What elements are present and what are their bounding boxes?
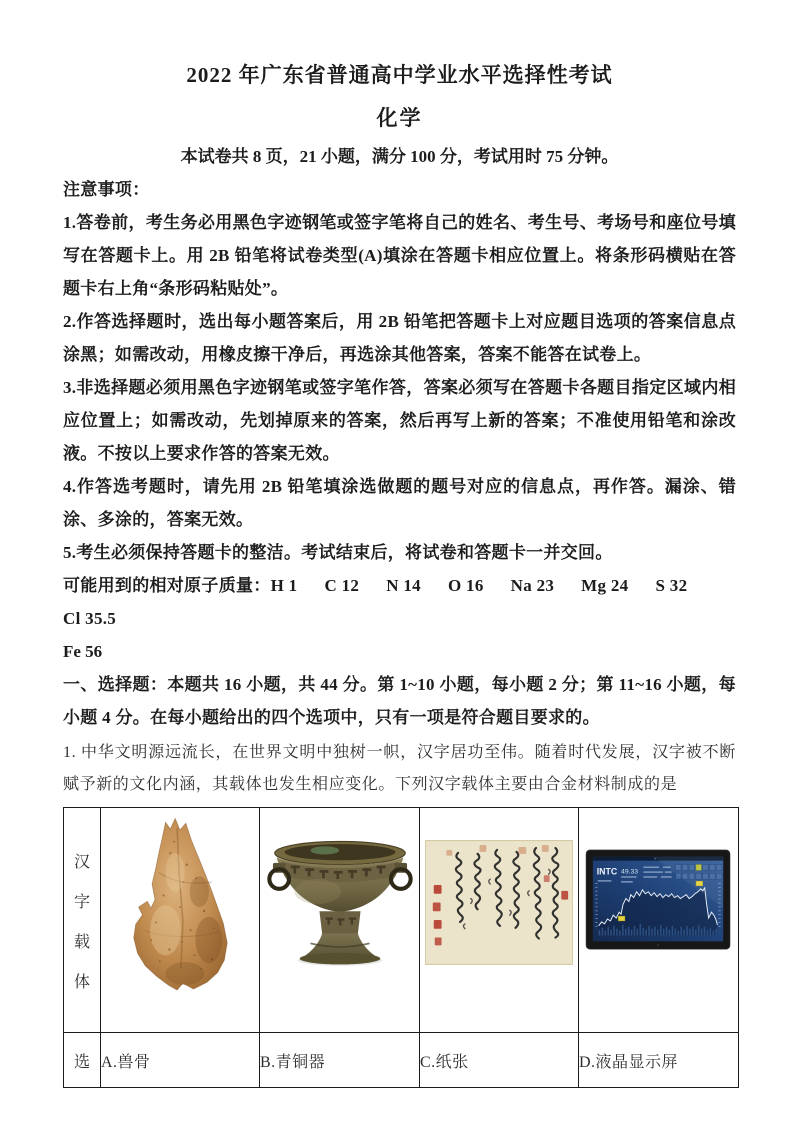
question-1-table <box>63 807 739 1088</box>
exam-info-line: 本试卷共 8 页，21 小题，满分 100 分，考试用时 75 分钟。 <box>180 147 619 166</box>
question-1-text: 1. 中华文明源远流长，在世界文明中独树一帜，汉字居功至伟。随着时代发展，汉字被不断赋予新的文化内涵，其载体也发生相应变化。下列汉字载体主要由合金材料制成的是 <box>63 744 736 793</box>
atomic-mass-label: 可能用到的相对原子质量： <box>63 576 271 595</box>
atomic-mass-C: C 12 <box>324 576 360 595</box>
row-label-choose: 选 <box>64 1033 101 1088</box>
atomic-mass-N: N 14 <box>386 576 421 595</box>
notice-item-1: 1.答卷前，考生务必用黑色字迹钢笔或签字笔将自己的姓名、考生号、考场号和座位号填写在答题卡上。用 2B 铅笔将试卷类型(A)填涂在答题卡相应位置上。将条形码横贴在答题卡右上角“条形码粘贴处”。 <box>63 213 736 298</box>
table-row-options <box>64 1033 739 1088</box>
table-row-images <box>64 808 739 1033</box>
atomic-mass-Cl: Cl 35.5 <box>63 609 117 628</box>
option-c-image-cell <box>420 808 579 1033</box>
option-a-image-cell <box>101 808 260 1033</box>
exam-subject: 化学 <box>376 106 423 130</box>
option-c-label: C.纸张 <box>420 1033 579 1088</box>
option-a-label: A.兽骨 <box>101 1033 260 1088</box>
lcd-monitor-photo <box>585 848 733 960</box>
notice-item-3: 3.非选择题必须用黑色字迹钢笔或签字笔作答，答案必须写在答题卡各题目指定区域内相应位置上；如需改动，先划掉原来的答案，然后再写上新的答案；不准使用铅笔和涂改液。不按以上要求作答的答案无效。 <box>63 378 736 463</box>
atomic-mass-Fe: Fe 56 <box>63 642 103 661</box>
atomic-mass-Mg: Mg 24 <box>581 576 629 595</box>
atomic-mass-H: H 1 <box>270 576 298 595</box>
option-d-label: D.液晶显示屏 <box>579 1033 739 1088</box>
atomic-mass-line <box>63 569 736 635</box>
carrier-char-2: 字 <box>73 893 90 911</box>
carrier-char-1: 汉 <box>73 853 90 871</box>
atomic-mass-S: S 32 <box>655 576 688 595</box>
notice-item-2: 2.作答选择题时，选出每小题答案后，用 2B 铅笔把答题卡上对应题目选项的答案信息点涂黑；如需改动，用橡皮擦干净后，再选涂其他答案，答案不能答在试卷上。 <box>63 312 736 364</box>
exam-title: 2022 年广东省普通高中学业水平选择性考试 <box>186 63 613 87</box>
atomic-mass-O: O 16 <box>447 576 484 595</box>
oracle-bone-photo <box>127 811 233 1014</box>
row-label-carrier <box>64 808 101 1033</box>
option-d-image-cell <box>579 808 739 1033</box>
atomic-mass-Na: Na 23 <box>510 576 555 595</box>
notice-item-4: 4.作答选考题时，请先用 2B 铅笔填涂选做题的题号对应的信息点，再作答。漏涂、错涂、多涂的，答案无效。 <box>63 477 736 529</box>
section-one-heading: 一、选择题：本题共 16 小题，共 44 分。第 1~10 小题，每小题 2 分；第 11~16 小题，每小题 4 分。在每小题给出的四个选项中，只有一项是符合题目要求的。 <box>63 675 736 727</box>
option-b-label: B.青铜器 <box>260 1033 420 1088</box>
carrier-char-4: 体 <box>73 973 90 991</box>
notices-heading: 注意事项： <box>63 180 150 199</box>
lcd-price-text: 49.33 <box>620 868 638 876</box>
notice-item-5: 5.考生必须保持答题卡的整洁。考试结束后，将试卷和答题卡一并交回。 <box>63 543 613 562</box>
option-b-image-cell <box>260 808 420 1033</box>
lcd-ticker-text: INTC <box>596 866 617 877</box>
carrier-char-3: 载 <box>73 933 90 951</box>
calligraphy-paper-photo <box>425 840 573 970</box>
bronze-vessel-photo <box>264 825 416 972</box>
